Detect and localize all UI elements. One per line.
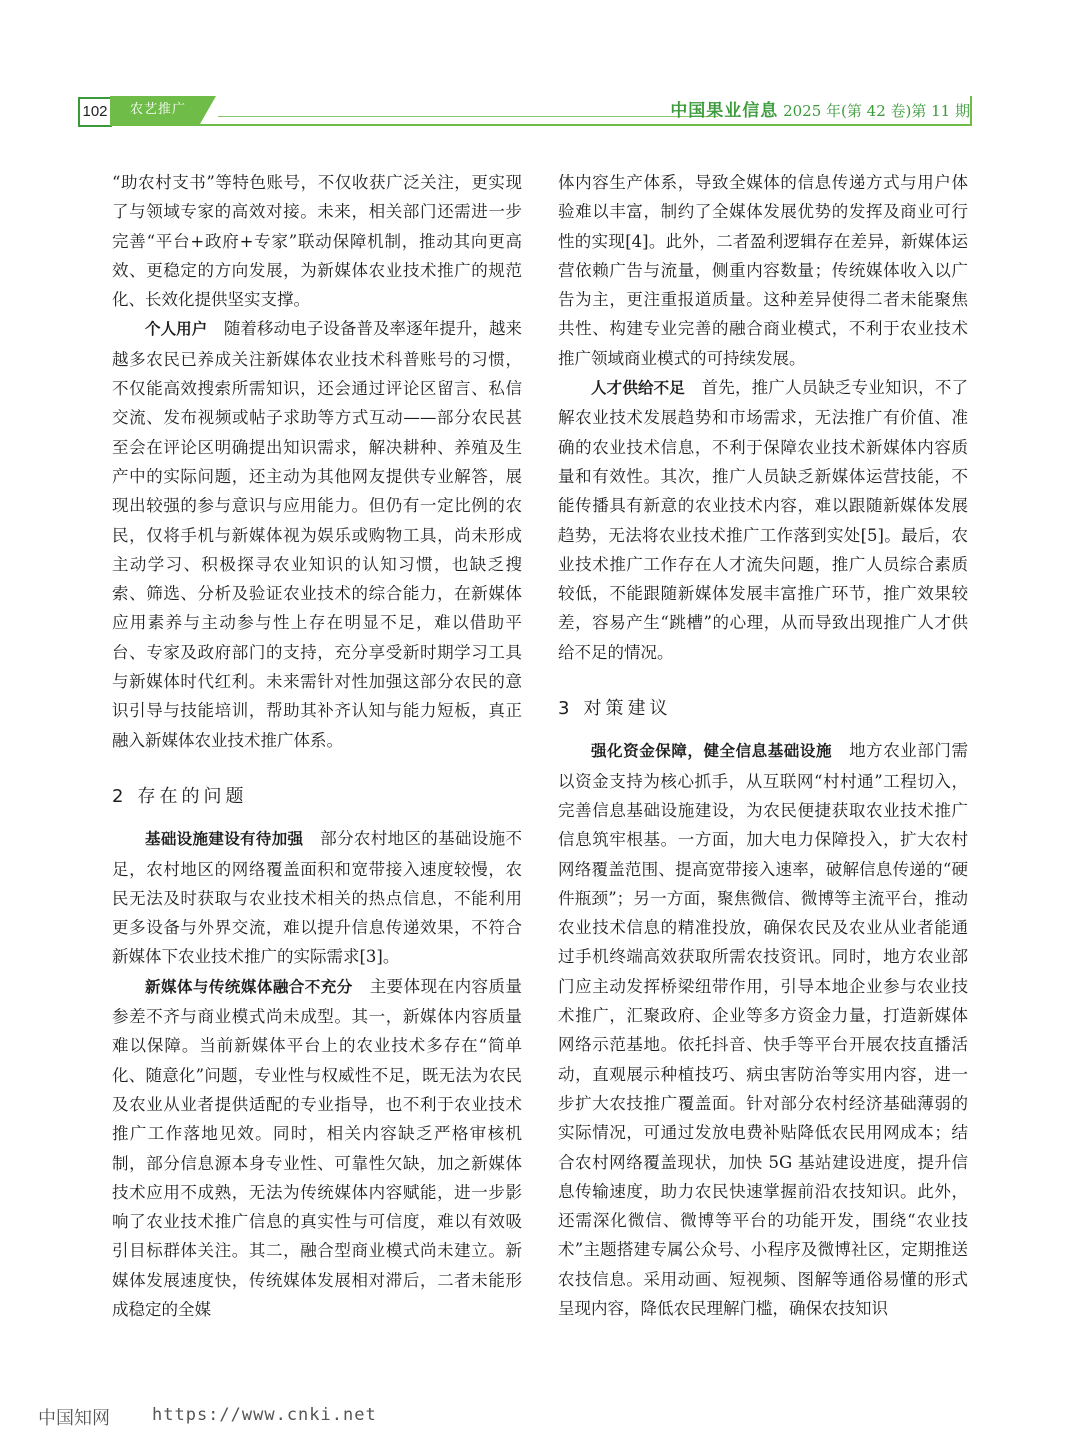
cnki-watermark: 中国知网: [38, 1408, 110, 1429]
paragraph: [112, 314, 522, 754]
journal-info: [670, 96, 970, 121]
left-column: [112, 168, 522, 1324]
paragraph: [112, 824, 522, 971]
journal-issue: 2025 年(第 42 卷)第 11 期: [783, 102, 970, 120]
page-header: [0, 0, 1080, 150]
header-thin-rule: [218, 116, 718, 117]
header-rule: [110, 124, 970, 126]
cnki-url: https://www.cnki.net: [152, 1405, 377, 1425]
section-number: 3: [558, 698, 570, 720]
section-number: 2: [112, 785, 124, 807]
paragraph: “助农村支书”等特色账号，不仅收获广泛关注，更实现了与领域专家的高效对接。未来，相关部门还需进一步完善“平台+政府+专家”联动保障机制，推动其向更高效、更稳定的方向发展，为新媒体农业技术推广的规范化、长效化提供坚实支撑。: [112, 173, 522, 310]
section-heading: [558, 694, 968, 723]
paragraph-lead: 个人用户: [145, 320, 208, 339]
paragraph-body: 首先，推广人员缺乏专业知识，不了解农业技术发展趋势和市场需求，无法推广有价值、准确的农业技术信息，不利于保障农业技术新媒体内容质量和有效性。其次，推广人员缺乏新媒体运营技能，不能传播具有新意的农业技术内容，难以跟随新媒体发展趋势，无法将农业技术推广工作落到实处[5]。最后，农业技术推广工作存在人才流失问题，推广人员综合素质较低，不能跟随新媒体发展丰富推广环节，推广效果较差，容易产生“跳槽”的心理，从而导致出现推广人才供给不足的情况。: [558, 378, 969, 662]
paragraph-lead: 新媒体与传统媒体融合不充分: [145, 977, 353, 996]
paragraph-lead: 强化资金保障，健全信息基础设施: [591, 742, 833, 761]
paragraph-body: 地方农业部门需以资金支持为核心抓手，从互联网“村村通”工程切入，完善信息基础设施建设，为农民便捷获取农业技术推广信息筑牢根基。一方面，加大电力保障投入，扩大农村网络覆盖范围、提高宽带接入速率，破解信息传递的“硬件瓶颈”；另一方面，聚焦微信、微博等主流平台，推动农业技术信息的精准投放，确保农民及农业从业者能通过手机终端高效获取所需农技资讯。同时，地方农业部门应主动发挥桥梁纽带作用，引导本地企业参与农业技术推广，汇聚政府、企业等多方资金力量，打造新媒体网络示范基地。依托抖音、快手等平台开展农技直播活动，直观展示种植技巧、病虫害防治等实用内容，进一步扩大农技推广覆盖面。针对部分农村经济基础薄弱的实际情况，可通过发放电费补贴降低农民用网成本；结合农村网络覆盖现状，加快 5G 基站建设进度，提升信息传输速度，助力农民快速掌握前沿农技知识。此外，还需深化微信、微博等平台的功能开发，围绕“农业技术”主题搭建专属公众号、小程序及微博社区，定期推送农技信息。采用动画、短视频、图解等通俗易懂的形式呈现内容，降低农民理解门槛，确保农技知识: [558, 741, 968, 1318]
paragraph-lead: 人才供给不足: [591, 379, 685, 398]
section-tab: 农艺推广: [110, 96, 200, 124]
paragraph: [112, 972, 522, 1325]
paragraph-body: 主要体现在内容质量参差不齐与商业模式尚未成型。其一，新媒体内容质量难以保障。当前新媒体平台上的农业技术多存在“简单化、随意化”问题，专业性与权威性不足，既无法为农民及农业从业者提供适配的专业指导，也不利于农业技术推广工作落地见效。同时，相关内容缺乏严格审核机制，部分信息源本身专业性、可靠性欠缺，加之新媒体技术应用不成熟，无法为传统媒体内容赋能，进一步影响了农业技术推广信息的真实性与可信度，难以有效吸引目标群体关注。其二，融合型商业模式尚未建立。新媒体发展速度快，传统媒体发展相对滞后，二者未能形成稳定的全媒: [112, 976, 522, 1319]
paragraph: [558, 736, 968, 1323]
paragraph-lead: 基础设施建设有待加强: [145, 830, 304, 849]
journal-name: 中国果业信息: [670, 101, 779, 121]
section-heading: [112, 782, 522, 811]
paragraph: [558, 373, 968, 667]
header-end-rule: [970, 96, 972, 126]
right-column: [558, 168, 968, 1323]
section-title: 存在的问题: [137, 785, 248, 807]
paragraph: 体内容生产体系，导致全媒体的信息传递方式与用户体验难以丰富，制约了全媒体发展优势的发挥及商业可行性的实现[4]。此外，二者盈利逻辑存在差异，新媒体运营依赖广告与流量，侧重内容数量；传统媒体收入以广告为主，更注重报道质量。这种差异使得二者未能聚焦共性、构建专业完善的融合商业模式，不利于农业技术推广领域商业模式的可持续发展。: [558, 173, 968, 368]
section-title: 对策建议: [583, 698, 672, 720]
section-tab-slant: [200, 96, 216, 124]
paragraph-body: 随着移动电子设备普及率逐年提升，越来越多农民已养成关注新媒体农业技术科普账号的习惯，不仅能高效搜索所需知识，还会通过评论区留言、私信交流、发布视频或帖子求助等方式互动——部分农民甚至会在评论区明确提出知识需求，解决耕种、养殖及生产中的实际问题，还主动为其他网友提供专业解答，展现出较强的参与意识与应用能力。但仍有一定比例的农民，仅将手机与新媒体视为娱乐或购物工具，尚未形成主动学习、积极探寻农业知识的认知习惯，也缺乏搜索、筛选、分析及验证农业技术的综合能力，在新媒体应用素养与主动参与性上存在明显不足，难以借助平台、专家及政府部门的支持，充分享受新时期学习工具与新媒体时代红利。未来需针对性加强这部分农民的意识引导与技能培训，帮助其补齐认知与能力短板，真正融入新媒体农业技术推广体系。: [112, 319, 523, 750]
paragraph-body: 部分农村地区的基础设施不足，农村地区的网络覆盖面积和宽带接入速度较慢，农民无法及时获取与农业技术相关的热点信息，不能利用更多设备与外界交流，难以提升信息传递效果，不符合新媒体下农业技术推广的实际需求[3]。: [112, 829, 522, 967]
page-number: 102: [78, 97, 112, 127]
